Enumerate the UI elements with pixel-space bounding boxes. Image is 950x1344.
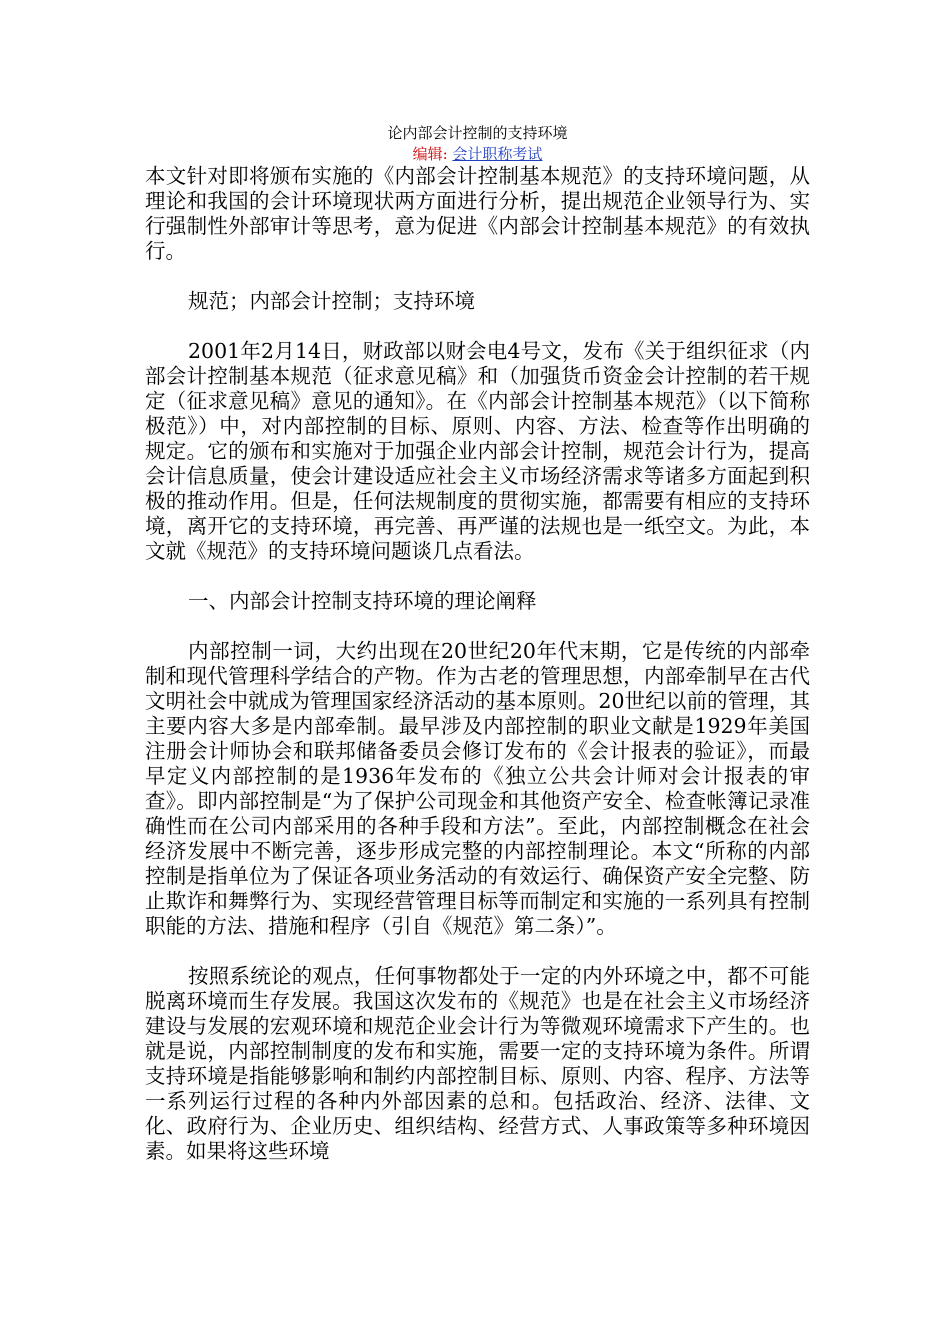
paragraph-2: 内部控制一词，大约出现在20世纪20年代末期，它是传统的内部牵制和现代管理科学结合的产物。作为古老的管理思想，内部牵制早在古代文明社会中就成为管理国家经济活动的基本原则。20世纪以前的管理，其主要内容大多是内部牵制。最早涉及内部控制的职业文献是1929年美国注册会计师协会和联邦储备委员会修订发布的《会计报表的验证》，而最早定义内部控制的是1936年发布的《独立公共会计师对会计报表的审查》。即内部控制是“为了保护公司现金和其他资产安全、检查帐簿记录准确性而在公司内部采用的各种手段和方法”。至此，内部控制概念在社会经济发展中不断完善，逐步形成完整的内部控制理论。本文“所称的内部控制是指单位为了保证各项业务活动的有效运行、确保资产安全完整、防止欺诈和舞弊行为、实现经营管理目标等而制定和实施的一系列具有控制职能的方法、措施和程序（引自《规范》第二条）”。 xyxy=(145,639,810,938)
paragraph-gap xyxy=(145,939,810,964)
article-title: 论内部会计控制的支持环境 xyxy=(387,124,568,142)
keywords-paragraph: 规范；内部会计控制；支持环境 xyxy=(188,289,475,313)
paragraph-gap xyxy=(145,314,810,339)
paragraph-gap xyxy=(145,614,810,639)
editor-link[interactable]: 会计职称考试 xyxy=(452,145,543,163)
editor-label: 编辑: xyxy=(412,145,448,163)
section-heading-1: 一、内部会计控制支持环境的理论阐释 xyxy=(188,589,537,613)
editor-line xyxy=(145,144,810,164)
paragraph-3: 按照系统论的观点，任何事物都处于一定的内外环境之中，都不可能脱离环境而生存发展。我国这次发布的《规范》也是在社会主义市场经济建设与发展的宏观环境和规范企业会计行为等微观环境需求下产生的。也就是说，内部控制制度的发布和实施，需要一定的支持环境为条件。所谓支持环境是指能够影响和制约内部控制目标、原则、内容、程序、方法等一系列运行过程的各种内外部因素的总和。包括政治、经济、法律、文化、政府行为、企业历史、组织结构、经营方式、人事政策等多种环境因素。如果将这些环境 xyxy=(145,964,810,1163)
paragraph-gap xyxy=(145,264,810,289)
abstract-paragraph: 本文针对即将颁布实施的《内部会计控制基本规范》的支持环境问题，从理论和我国的会计环境现状两方面进行分析，提出规范企业领导行为、实行强制性外部审计等思考，意为促进《内部会计控制基本规范》的有效执行。 xyxy=(145,164,810,263)
document-page xyxy=(145,122,810,1164)
paragraph-gap xyxy=(145,564,810,589)
paragraph-1: 2001年2月14日，财政部以财会电4号文，发布《关于组织征求（内部会计控制基本规范（征求意见稿》和（加强货币资金会计控制的若干规定（征求意见稿》意见的通知》。在《内部会计控制基本规范》（以下简称极范》）中，对内部控制的目标、原则、内容、方法、检查等作出明确的规定。它的颁布和实施对于加强企业内部会计控制，规范会计行为，提高会计信息质量，使会计建设适应社会主义市场经济需求等诸多方面起到积极的推动作用。但是，任何法规制度的贯彻实施，都需要有相应的支持环境，离开它的支持环境，再完善、再严谨的法规也是一纸空文。为此，本文就《规范》的支持环境问题谈几点看法。 xyxy=(145,339,810,563)
